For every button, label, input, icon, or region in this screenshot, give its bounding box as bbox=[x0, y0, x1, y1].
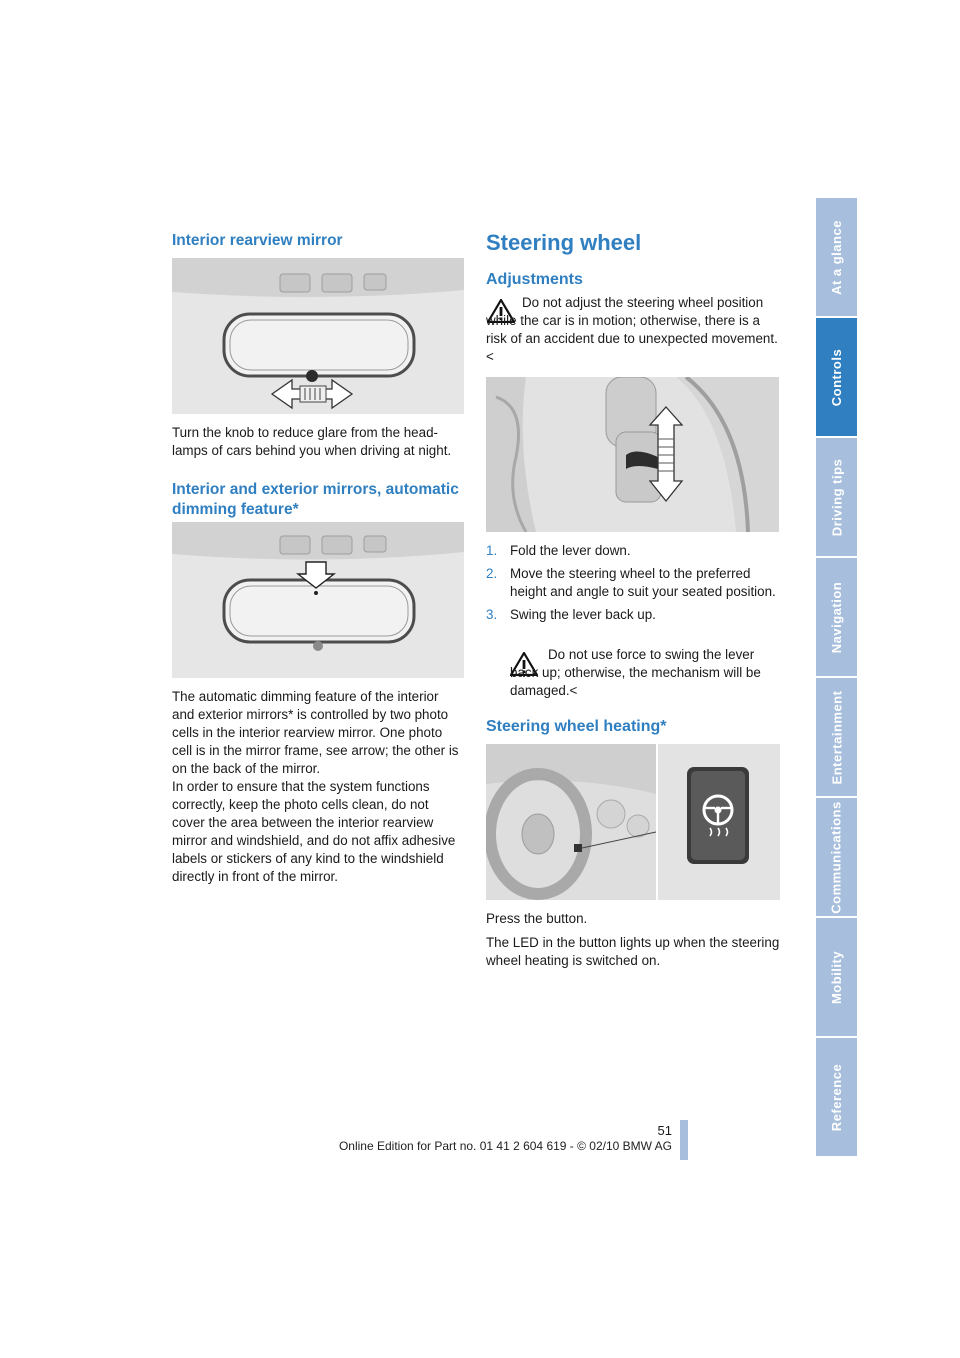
steering-wheel-title: Steering wheel bbox=[486, 230, 642, 255]
tab-label: Communications bbox=[829, 800, 844, 914]
tab-label: Controls bbox=[829, 348, 845, 406]
tab-controls[interactable] bbox=[816, 318, 857, 436]
step-text: Fold the lever down. bbox=[510, 543, 631, 558]
tab-label: Entertainment bbox=[829, 690, 844, 784]
rearview-mirror-figure bbox=[172, 258, 464, 414]
auto-dim-heading-line2: dimming feature* bbox=[172, 501, 299, 518]
tab-label: Reference bbox=[829, 1063, 844, 1131]
heating-heading: Steering wheel heating* bbox=[486, 718, 667, 735]
footer-marker bbox=[680, 1120, 688, 1160]
tab-mobility[interactable] bbox=[816, 918, 857, 1036]
tab-entertainment[interactable] bbox=[816, 678, 857, 796]
step-item bbox=[486, 565, 780, 601]
auto-dim-para1: The automatic dimming feature of the interior and exterior mirrors* is controlled by two photo cells in the interior rearview mirror. One photo cell is in the mirror frame, see arrow; the other is on the back of the mirror. bbox=[172, 689, 459, 776]
edition-text: Online Edition for Part no. 01 41 2 604 619 - © 02/10 BMW AG bbox=[338, 1139, 672, 1153]
tab-label: Driving tips bbox=[829, 458, 845, 536]
step-number: 3. bbox=[486, 607, 498, 622]
tab-label: Navigation bbox=[829, 581, 844, 653]
tab-communications[interactable] bbox=[816, 798, 857, 916]
lever-warning-text: Do not use force to swing the lever back up; otherwise, the mechanism will be damaged.< bbox=[510, 647, 761, 698]
step-item bbox=[486, 606, 780, 624]
tab-reference[interactable] bbox=[816, 1038, 857, 1156]
mirror-heading: Interior rearview mirror bbox=[172, 232, 343, 249]
step-text: Swing the lever back up. bbox=[510, 607, 656, 622]
page-number: 51 bbox=[657, 1123, 672, 1138]
heating-para2: The LED in the button lights up when the steering wheel heating is switched on. bbox=[486, 935, 780, 968]
step-number: 2. bbox=[486, 566, 498, 581]
auto-dim-heading-line1: Interior and exterior mirrors, automatic bbox=[172, 481, 459, 498]
step-number: 1. bbox=[486, 543, 498, 558]
auto-dimming-mirror-figure bbox=[172, 522, 464, 678]
adjustments-heading: Adjustments bbox=[486, 271, 583, 288]
tab-label: At a glance bbox=[829, 219, 845, 295]
tab-at-a-glance[interactable] bbox=[816, 198, 857, 316]
steering-heating-figure bbox=[486, 744, 780, 900]
tab-label: Mobility bbox=[829, 950, 845, 1004]
tab-navigation[interactable] bbox=[816, 558, 857, 676]
mirror-text: Turn the knob to reduce glare from the headlamps of cars behind you when driving at night. bbox=[172, 425, 452, 458]
steps-list bbox=[486, 542, 780, 624]
section-tabs bbox=[816, 198, 857, 1160]
step-text: Move the steering wheel to the preferred height and angle to suit your seated position. bbox=[510, 566, 776, 599]
adjust-warning-text: Do not adjust the steering wheel position while the car is in motion; otherwise, there is a risk of an accident due to unexpected movement.< bbox=[486, 295, 778, 364]
heating-para1: Press the button. bbox=[486, 911, 588, 926]
auto-dim-para2: In order to ensure that the system functions correctly, keep the photo cells clean, do not cover the area between the interior rearview mirror and windshield, and do not affix adhesive labels or stickers of any kind to the windshield directly in front of the mirror. bbox=[172, 779, 456, 884]
tab-driving-tips[interactable] bbox=[816, 438, 857, 556]
steering-adjust-figure bbox=[486, 377, 779, 532]
step-item bbox=[486, 542, 780, 560]
auto-dim-heading bbox=[172, 480, 472, 520]
